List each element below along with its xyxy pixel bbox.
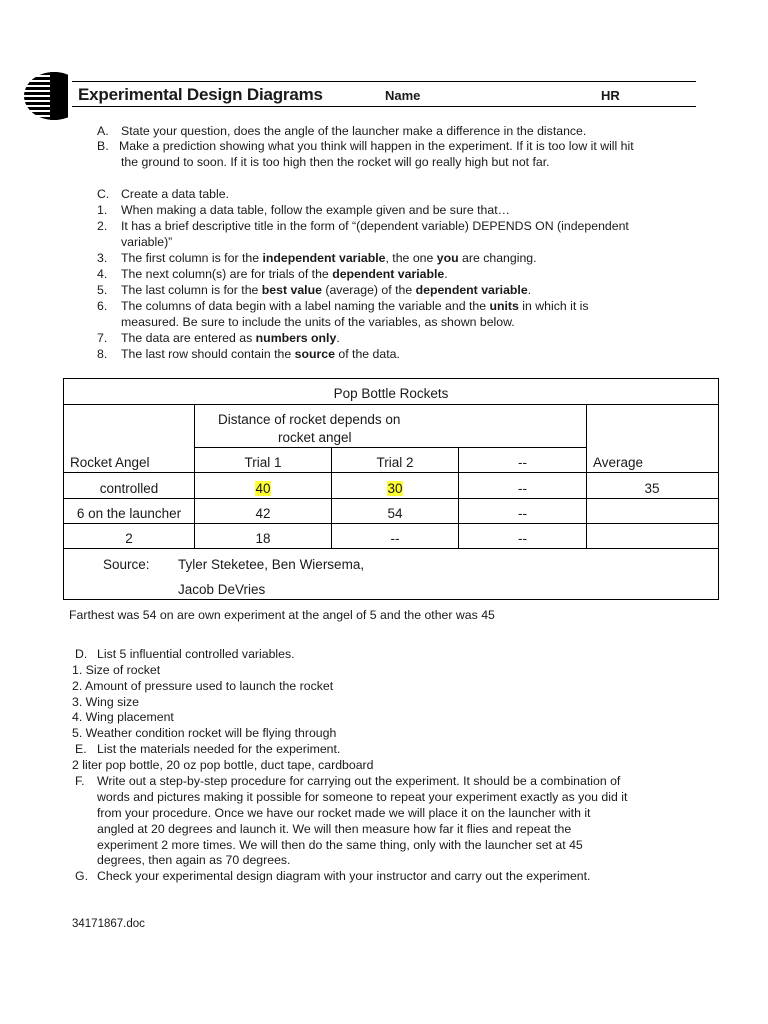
dependent-header-line-1: Distance of rocket depends on xyxy=(218,412,401,427)
table-header-divider xyxy=(64,472,718,473)
table-col-divider xyxy=(194,404,195,548)
step-text-run: The first column is for the xyxy=(121,251,263,265)
table-subheader-divider xyxy=(195,447,586,448)
step-text xyxy=(121,314,515,330)
step-text-run: measured. Be sure to include the units of the variables, as shown below. xyxy=(121,315,515,329)
step-text xyxy=(121,202,510,218)
emphasis-text: you xyxy=(436,251,459,265)
step-number: 2. xyxy=(97,219,108,233)
step-text-run: (average) of the xyxy=(321,283,416,297)
dependent-header-line-2: rocket angel xyxy=(278,430,352,445)
col-header-trial-1: Trial 1 xyxy=(244,455,282,470)
step-text-run: . xyxy=(527,283,532,297)
section-e-text: List the materials needed for the experiment. xyxy=(97,742,341,756)
emphasis-text: units xyxy=(489,299,519,313)
step-text xyxy=(121,250,537,266)
controlled-variable-item: 1. Size of rocket xyxy=(72,663,161,677)
controlled-variable-item: 3. Wing size xyxy=(72,695,139,709)
striped-globe-logo xyxy=(24,72,68,120)
table-cell-wrap xyxy=(332,481,458,497)
page-title: Experimental Design Diagrams xyxy=(78,85,323,104)
table-cell: -- xyxy=(518,506,527,521)
table-cell: 35 xyxy=(644,481,660,496)
step-text-run: The columns of data begin with a label naming the variable and the xyxy=(121,299,490,313)
table-cell: controlled xyxy=(99,481,159,496)
table-cell: 42 xyxy=(255,506,271,521)
hr-label: HR xyxy=(601,88,620,103)
step-text-run: When making a data table, follow the example given and be sure that… xyxy=(121,203,510,217)
step-number: 3. xyxy=(97,251,108,265)
table-cell: -- xyxy=(518,531,527,546)
table-title-divider xyxy=(64,404,718,405)
section-d-text: List 5 influential controlled variables. xyxy=(97,647,295,661)
step-text-run: , the one xyxy=(385,251,437,265)
table-cell-wrap xyxy=(195,481,331,497)
table-cell: 54 xyxy=(387,506,403,521)
step-number: 6. xyxy=(97,299,108,313)
step-text-run: variable)” xyxy=(121,235,173,249)
footer-filename: 34171867.doc xyxy=(72,918,145,930)
step-number: 7. xyxy=(97,331,108,345)
step-text-run: The next column(s) are for trials of the xyxy=(121,267,333,281)
controlled-variable-item: 5. Weather condition rocket will be flying through xyxy=(72,726,337,740)
step-text-run: . xyxy=(444,267,448,281)
section-f-label: F. xyxy=(75,774,85,788)
step-number: 8. xyxy=(97,347,108,361)
emphasis-text: source xyxy=(294,347,335,361)
step-text-run: It has a brief descriptive title in the form of “(dependent variable) DEPENDS ON (independent xyxy=(121,219,629,233)
step-text-run: . xyxy=(336,331,340,345)
step-text-run: of the data. xyxy=(334,347,400,361)
col-header-trial-2: Trial 2 xyxy=(376,455,414,470)
emphasis-text: best value xyxy=(261,283,322,297)
step-number: 4. xyxy=(97,267,108,281)
highlighted-value: 30 xyxy=(387,481,403,496)
procedure-line: experiment 2 more times. We will then do the same thing, only with the launcher set at 45 xyxy=(97,838,583,852)
source-line-2: Jacob DeVries xyxy=(178,582,266,597)
table-row-divider xyxy=(64,498,718,499)
instruction-a-text: State your question, does the angle of the launcher make a difference in the distance. xyxy=(121,124,587,138)
step-text xyxy=(121,266,448,282)
procedure-line: angled at 20 degrees and launch it. We will then measure how far it flies and repeat the xyxy=(97,822,572,836)
instruction-b-label: B. xyxy=(97,139,109,153)
step-text-run: in which it is xyxy=(518,299,589,313)
materials-list: 2 liter pop bottle, 20 oz pop bottle, duct tape, cardboard xyxy=(72,758,374,772)
step-text-run: The data are entered as xyxy=(121,331,256,345)
step-text-run: The last column is for the xyxy=(121,283,262,297)
controlled-variable-item: 2. Amount of pressure used to launch the rocket xyxy=(72,679,334,693)
emphasis-text: dependent variable xyxy=(332,267,445,281)
step-text xyxy=(121,218,629,234)
highlighted-value: 40 xyxy=(255,481,271,496)
step-text-run: are changing. xyxy=(458,251,537,265)
name-label: Name xyxy=(385,88,421,103)
source-label: Source: xyxy=(103,557,150,572)
section-e-label: E. xyxy=(75,742,87,756)
table-col-divider xyxy=(586,404,587,548)
table-cell: 2 xyxy=(125,531,133,546)
section-d-label: D. xyxy=(75,647,88,661)
table-row-divider xyxy=(64,548,718,549)
procedure-line: Write out a step-by-step procedure for carrying out the experiment. It should be a combination of xyxy=(97,774,621,788)
col-header-trial-3: -- xyxy=(518,455,527,470)
section-g-label: G. xyxy=(75,869,88,883)
instruction-c-label: C. xyxy=(97,187,110,201)
table-row-divider xyxy=(64,523,718,524)
source-line-1: Tyler Steketee, Ben Wiersema, xyxy=(178,557,365,572)
table-cell: 18 xyxy=(255,531,271,546)
step-text xyxy=(121,234,172,250)
col-header-rocket-angel: Rocket Angel xyxy=(70,455,150,470)
procedure-line: degrees, then again as 70 degrees. xyxy=(97,853,291,867)
instruction-c-text: Create a data table. xyxy=(121,187,230,201)
header-bottom-rule xyxy=(72,106,696,107)
step-number: 1. xyxy=(97,203,108,217)
emphasis-text: dependent variable xyxy=(415,283,528,297)
table-title: Pop Bottle Rockets xyxy=(333,386,449,401)
procedure-line: words and pictures making it possible for someone to repeat your experiment exactly as you did it xyxy=(97,790,628,804)
emphasis-text: numbers only xyxy=(255,331,337,345)
step-text-run: The last row should contain the xyxy=(121,347,295,361)
step-text xyxy=(121,282,531,298)
procedure-line: from your procedure. Once we have our rocket made we will place it on the launcher with it xyxy=(97,806,591,820)
controlled-variable-item: 4. Wing placement xyxy=(72,710,174,724)
instruction-a-label: A. xyxy=(97,124,109,138)
header-top-rule xyxy=(72,81,696,82)
step-text xyxy=(121,330,340,346)
table-cell: -- xyxy=(390,531,400,546)
table-cell: -- xyxy=(518,481,527,496)
section-g-text: Check your experimental design diagram with your instructor and carry out the experiment. xyxy=(97,869,591,883)
step-text xyxy=(121,346,400,362)
emphasis-text: independent variable xyxy=(262,251,386,265)
table-cell: 6 on the launcher xyxy=(76,506,182,521)
step-number: 5. xyxy=(97,283,108,297)
instruction-b-line-2: the ground to soon. If it is too high then the rocket will go really high but not far. xyxy=(121,155,550,169)
result-note: Farthest was 54 on are own experiment at the angel of 5 and the other was 45 xyxy=(69,608,495,622)
col-header-average: Average xyxy=(593,455,644,470)
instruction-b-line-1: Make a prediction showing what you think will happen in the experiment. If it is too low it will hit xyxy=(119,139,634,153)
step-text xyxy=(121,298,589,314)
